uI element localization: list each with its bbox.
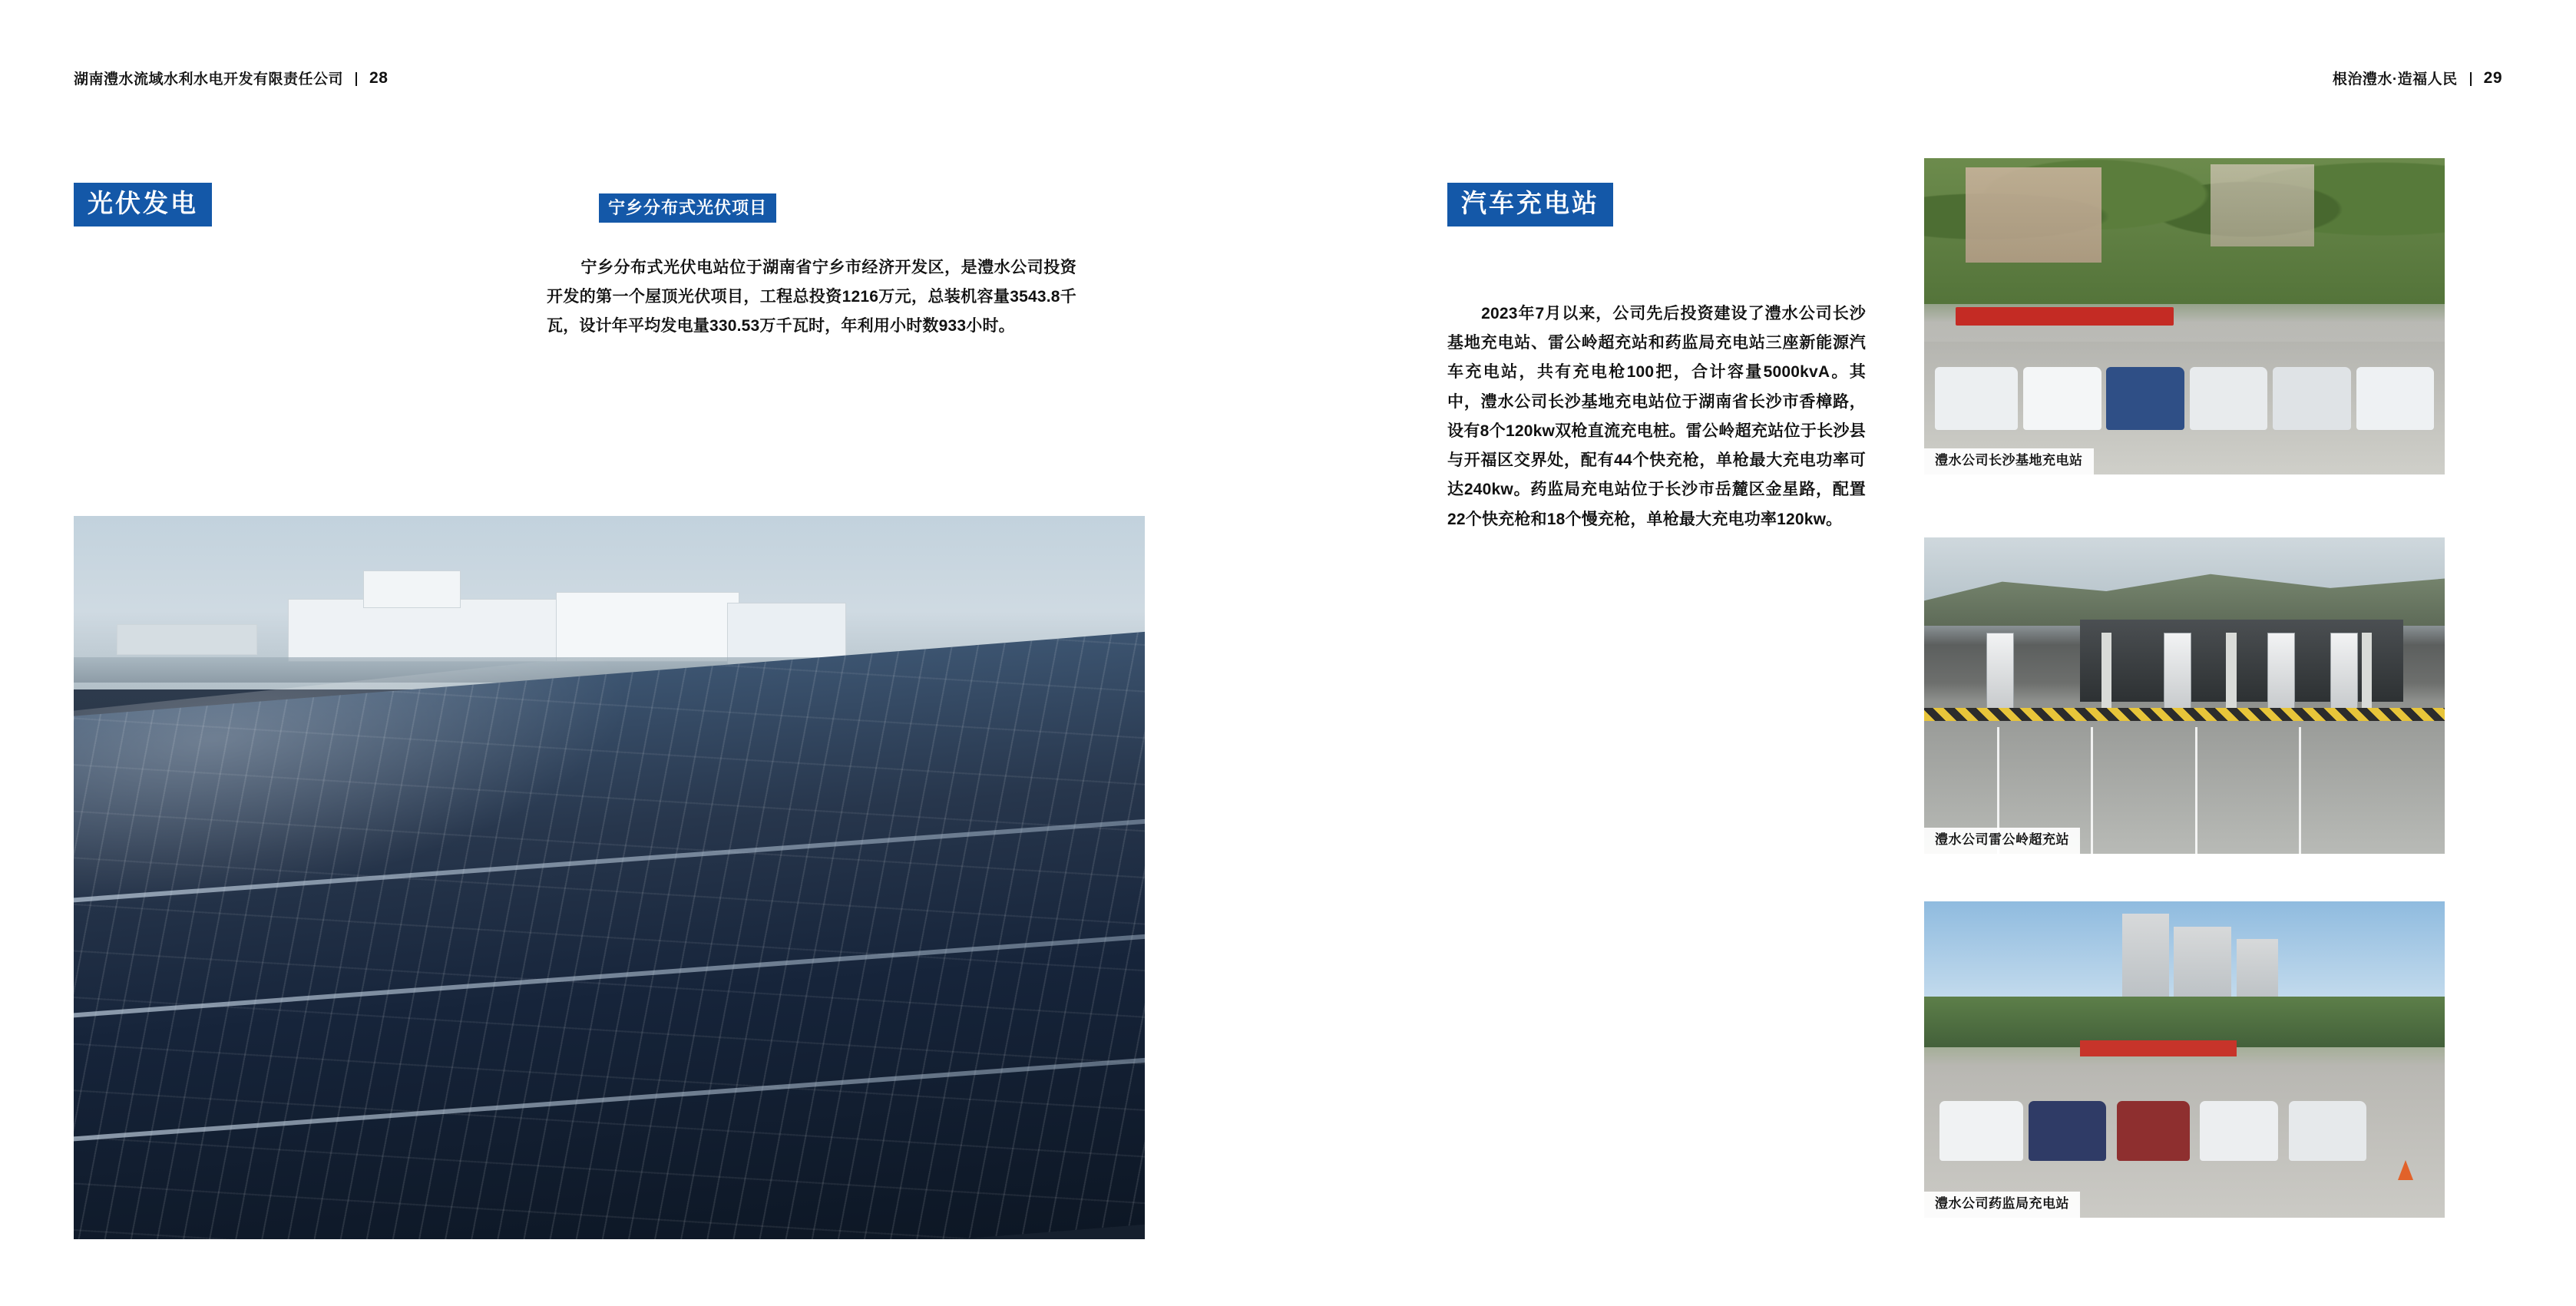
ev-charging-paragraph-text: 2023年7月以来，公司先后投资建设了澧水公司长沙基地充电站、雷公岭超充站和药监局充电站三座新能源汽车充电站，共有充电枪100把，合计容量5000kvA。其中，澧水公司长沙基地充电站位于湖南省长沙市香樟路，设有8个120kw双枪直流充电桩。雷公岭超充站位于长沙县与开福区交界处，配有44个快充枪，单枪最大充电功率可达240kw。药监局充电站位于长沙市岳麓区金星路，配置22个快充枪和18个慢充枪，单枪最大充电功率120kw。 [1447,305,1866,528]
background-building [117,624,257,655]
parked-car [2029,1101,2107,1161]
yaojianju-charging-station-photo [1924,901,2445,1218]
leigongling-super-charging-station-photo [1924,537,2445,854]
red-banner [2080,1040,2236,1056]
traffic-cone [2398,1160,2413,1180]
red-banner [1956,307,2174,326]
parked-car [1935,367,2018,430]
parked-car [2289,1101,2367,1161]
canopy-pillar [2101,633,2112,715]
page-number-left: 28 [369,68,389,87]
background-building [363,570,461,608]
hillside [1924,563,2445,626]
running-head-divider [355,72,357,86]
changsha-base-charging-station-photo [1924,158,2445,474]
parked-car [1939,1101,2022,1161]
background-building [2211,164,2315,246]
breadcrumb [74,68,388,88]
page-title: 光伏发电 [74,183,212,226]
parking-line [2091,727,2093,854]
parked-car [2200,1101,2278,1161]
charging-pile [2164,633,2191,710]
ev-charging-paragraph [1447,299,1866,534]
subsection-heading-ningxiang-project [599,193,776,223]
canopy-pillar [2362,633,2373,715]
subsection-title: 宁乡分布式光伏项目 [599,193,776,223]
rooftop-solar-array-photo [74,516,1145,1239]
photo-caption: 澧水公司长沙基地充电站 [1924,448,2094,474]
background-building [288,599,568,662]
parked-car [2023,367,2101,430]
background-building [1966,167,2101,263]
photovoltaic-paragraph-text: 宁乡分布式光伏电站位于湖南省宁乡市经济开发区，是澧水公司投资开发的第一个屋顶光伏项目，工程总投资1216万元，总装机容量3543.8千瓦，设计年平均发电量330.53万千瓦时，年利用小时数933小时。 [547,259,1076,336]
breadcrumb-right [2333,68,2502,88]
photo-caption: 澧水公司雷公岭超充站 [1924,828,2080,854]
parked-car [2190,367,2268,430]
roadside-greenery [1924,997,2445,1047]
charging-pile [2330,633,2358,710]
parking-line [2299,727,2301,854]
section-heading-photovoltaic [74,183,212,226]
parked-car [2106,367,2184,430]
running-head-org: 湖南澧水流域水利水电开发有限责任公司 [74,71,344,88]
parking-line [2195,727,2197,854]
parked-car [2117,1101,2190,1161]
running-head-divider [2470,72,2472,86]
charging-pile [1986,633,2014,710]
page-title-right: 汽车充电站 [1447,183,1613,226]
page-number-right: 29 [2483,68,2502,87]
running-head-slogan: 根治澧水·造福人民 [2332,71,2458,88]
photovoltaic-paragraph [547,253,1076,342]
photo-caption: 澧水公司药监局充电站 [1924,1192,2080,1218]
charging-pile [2267,633,2295,710]
section-heading-ev-charging [1447,183,1613,226]
parked-car [2273,367,2351,430]
hazard-stripe [1924,708,2445,720]
parked-car [2356,367,2435,430]
canopy-pillar [2226,633,2237,715]
